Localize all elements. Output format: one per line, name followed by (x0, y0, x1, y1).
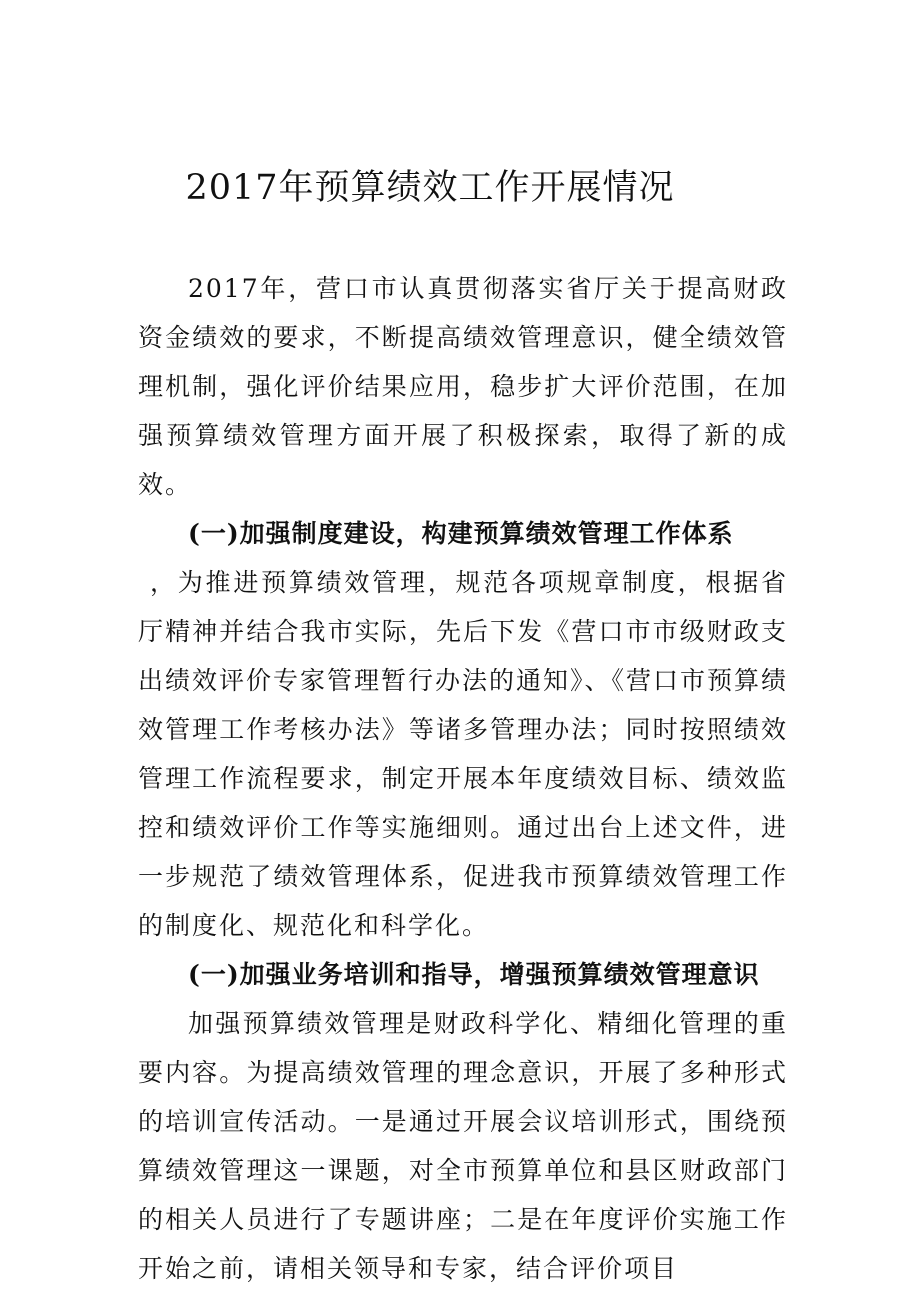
section-paragraph-system: ，为推进预算绩效管理，规范各项规章制度，根据省厅精神并结合我市实际，先后下发《营口市市级财政支出绩效评价专家管理暂行办法的通知》、《营口市预算绩效管理工作考核办法》等诸多管理办法；同时按照绩效管理工作流程要求，制定开展本年度绩效目标、绩效监控和绩效评价工作等实施细则。通过出台上述文件，进一步规范了绩效管理体系，促进我市预算绩效管理工作的制度化、规范化和科学化。 (138, 568, 789, 940)
document-body (138, 264, 788, 1293)
intro-paragraph: 2017年，营口市认真贯彻落实省厅关于提高财政资金绩效的要求，不断提高绩效管理意识，健全绩效管理机制，强化评价结果应用，稳步扩大评价范围，在加强预算绩效管理方面开展了积极探索，取得了新的成效。 (138, 274, 788, 499)
section-heading-system: (一)加强制度建设，构建预算绩效管理工作体系 (188, 519, 734, 548)
section-paragraph-training: 加强预算绩效管理是财政科学化、精细化管理的重要内容。为提高绩效管理的理念意识，开展了多种形式的培训宣传活动。一是通过开展会议培训形式，围绕预算绩效管理这一课题，对全市预算单位和县区财政部门的相关人员进行了专题讲座；二是在年度评价实施工作开始之前，请相关领导和专家，结合评价项目 (138, 1009, 788, 1283)
document-title: 2017年预算绩效工作开展情况 (185, 168, 675, 208)
section-heading-training: (一)加强业务培训和指导，增强预算绩效管理意识 (188, 960, 760, 989)
